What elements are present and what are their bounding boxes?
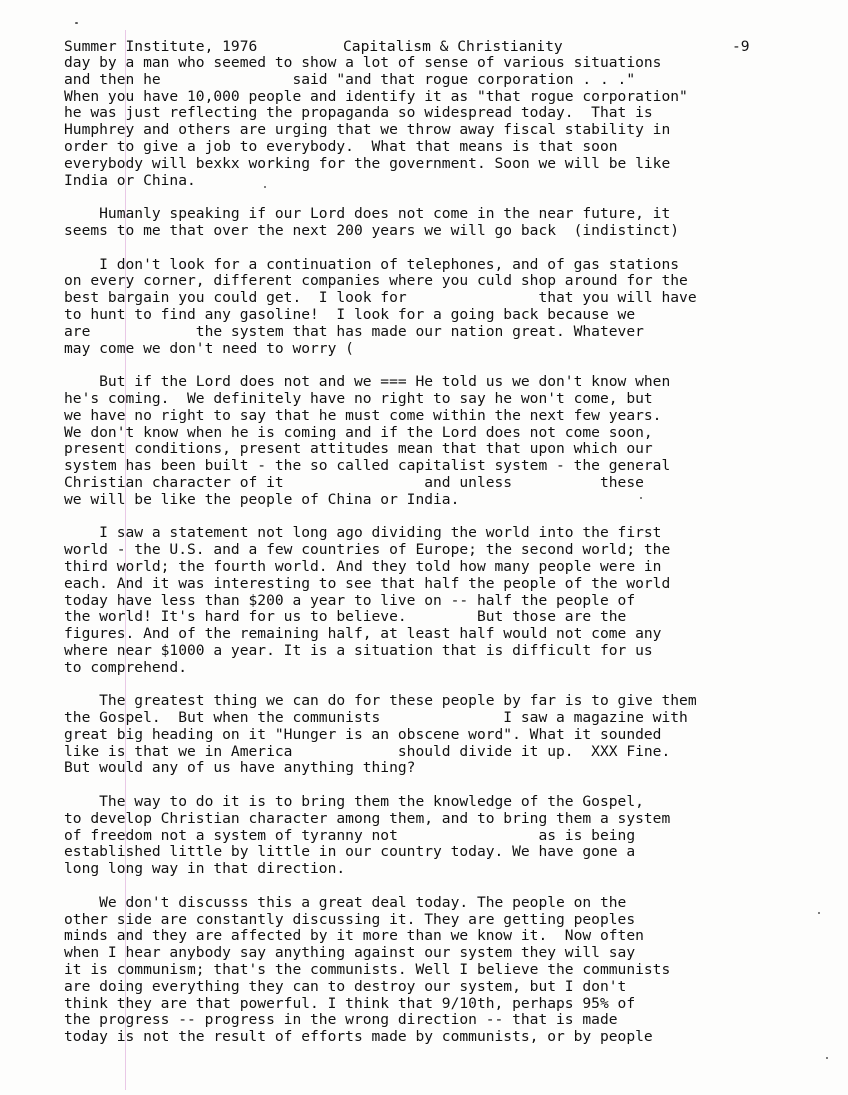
text-line: figures. And of the remaining half, at least half would not come any [64,625,662,643]
text-line: he was just reflecting the propaganda so widespread today. That is [64,104,653,122]
text-line: The way to do it is to bring them the knowledge of the Gospel, [64,793,644,811]
paragraph [64,794,824,878]
text-line: may come we don't need to worry ( [64,339,354,357]
text-line: it is communism; that's the communists. Well I believe the communists [64,961,671,979]
text-line: order to give a job to everybody. What that means is that soon [64,137,618,155]
text-line: great big heading on it "Hunger is an obscene word". What it sounded [64,725,662,743]
paragraph [64,895,824,1046]
speck-mark [75,22,78,24]
text-line: established little by little in our country today. We have gone a [64,843,636,861]
text-line: each. And it was interesting to see that half the people of the world [64,574,671,592]
page-header [64,38,784,55]
text-line: like is that we in America should divide it up. XXX Fine. [64,742,671,760]
text-line: today have less than $200 a year to live on -- half the people of [64,591,636,609]
text-line: present conditions, present attitudes mean that that upon which our [64,440,653,458]
text-line: world - the U.S. and a few countries of Europe; the second world; the [64,541,671,559]
text-line: system has been built - the so called capitalist system - the general [64,457,671,475]
text-line: I don't look for a continuation of telephones, and of gas stations [64,255,680,273]
text-line: Humanly speaking if our Lord does not come in the near future, it [64,205,671,223]
text-line: best bargain you could get. I look for that you will have [64,289,697,307]
text-line: everybody will bexkx working for the government. Soon we will be like [64,154,671,172]
text-line: think they are that powerful. I think that 9/10th, perhaps 95% of [64,994,636,1012]
paragraph [64,206,824,240]
text-line: other side are constantly discussing it. They are getting peoples [64,910,636,928]
speck-mark [826,1057,828,1059]
text-line: The greatest thing we can do for these people by far is to give them [64,692,697,710]
text-line: the world! It's hard for us to believe. But those are the [64,608,627,626]
text-line: Christian character of it and unless these [64,473,644,491]
text-line: India or China. [64,171,196,189]
header-left: Summer Institute, 1976 [64,38,258,55]
paragraph [64,55,824,189]
paragraph [64,257,824,358]
header-title: Capitalism & Christianity [343,38,563,55]
text-line: We don't know when he is coming and if the Lord does not come soon, [64,423,653,441]
text-line: are doing everything they can to destroy our system, but I don't [64,977,627,995]
text-line: today is not the result of efforts made by communists, or by people [64,1028,653,1046]
paragraph [64,693,824,777]
text-line: of freedom not a system of tyranny not as is being [64,826,636,844]
text-line: where near $1000 a year. It is a situation that is difficult for us [64,641,653,659]
text-line: Humphrey and others are urging that we throw away fiscal stability in [64,121,671,139]
text-line: seems to me that over the next 200 years we will go back (indistinct) [64,221,680,239]
text-line: we have no right to say that he must come within the next few years. [64,406,662,424]
text-line: day by a man who seemed to show a lot of sense of various situations [64,54,662,71]
text-line: are the system that has made our nation great. Whatever [64,322,644,340]
text-line: When you have 10,000 people and identify it as "that rogue corporation" [64,87,688,105]
text-line: the progress -- progress in the wrong direction -- that is made [64,1011,618,1029]
text-line: to comprehend. [64,658,188,676]
text-line: he's coming. We definitely have no right to say he won't come, but [64,389,653,407]
text-line: when I hear anybody say anything against our system they will say [64,944,636,962]
page-number: -9 [732,38,750,55]
text-line: But if the Lord does not and we === He told us we don't know when [64,373,671,391]
text-line: But would any of us have anything thing? [64,759,416,777]
text-line: we will be like the people of China or India. [64,490,460,508]
document-body [64,55,824,1063]
paragraph [64,374,824,508]
text-line: We don't discusss this a great deal today. The people on the [64,893,627,911]
text-line: minds and they are affected by it more than we know it. Now often [64,927,644,945]
text-line: and then he said "and that rogue corporation . . ." [64,70,636,88]
text-line: third world; the fourth world. And they told how many people were in [64,557,662,575]
paragraph [64,525,824,676]
text-line: to hunt to find any gasoline! I look for a going back because we [64,305,636,323]
text-line: to develop Christian character among them, and to bring them a system [64,809,671,827]
text-line: the Gospel. But when the communists I saw a magazine with [64,709,688,727]
text-line: long long way in that direction. [64,860,346,878]
text-line: on every corner, different companies where you culd shop around for the [64,272,688,290]
text-line: I saw a statement not long ago dividing the world into the first [64,524,662,542]
